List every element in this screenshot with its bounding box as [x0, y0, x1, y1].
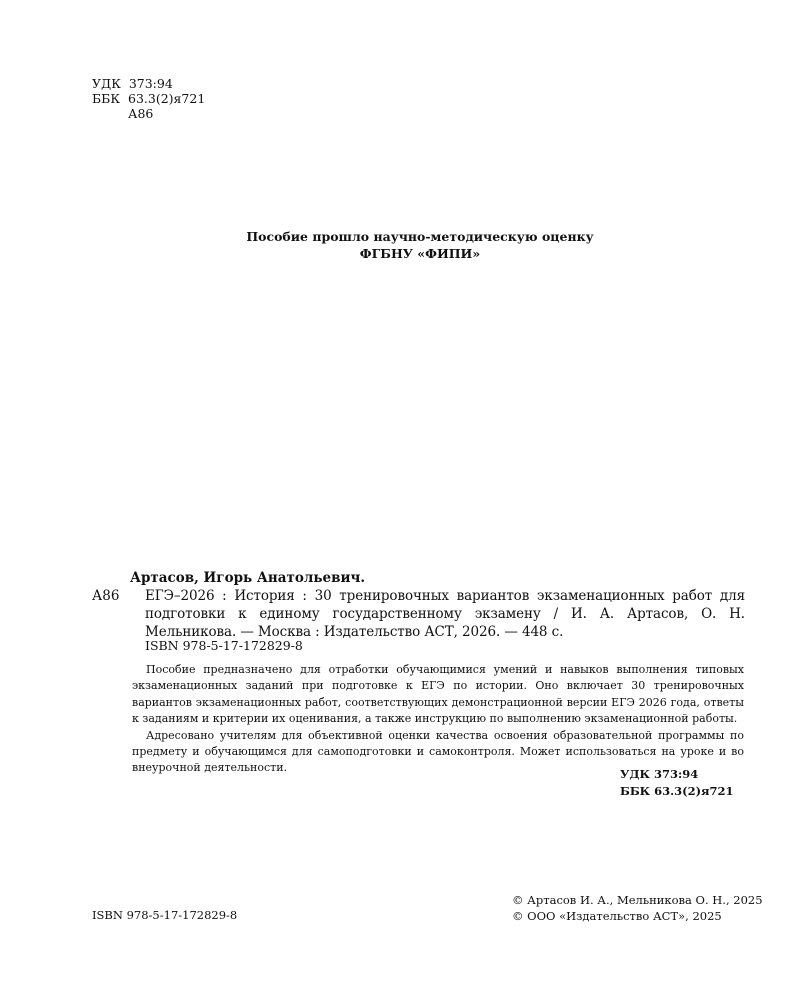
footer-isbn: ISBN 978-5-17-172829-8 [92, 908, 238, 922]
bbk-code: ББК 63.3(2)я721 [92, 91, 206, 106]
copyright-publisher: © ООО «Издательство АСТ», 2025 [512, 909, 722, 923]
bibliographic-author: Артасов, Игорь Анатольевич. [130, 570, 366, 586]
review-notice [0, 228, 800, 262]
bibliographic-isbn: ISBN 978-5-17-172829-8 [145, 638, 303, 653]
classification-block-bottom [620, 766, 742, 800]
udk-code: УДК 373:94 [620, 767, 699, 781]
copyright-authors: © Артасов И. А., Мельникова О. Н., 2025 [512, 893, 763, 907]
copyright-block [512, 892, 763, 924]
author-mark: А86 [128, 106, 154, 121]
review-notice-organization: ФГБНУ «ФИПИ» [359, 246, 481, 261]
annotation-paragraph: Пособие предназначено для отработки обучающимися умений и навыков выполнения типовых экзаменационных заданий при подготовке к ЕГЭ по истории. Оно включает 30 тренировочных вариантов экзаменационных работ, соответствующих демонстрационной версии ЕГЭ 2026 года, ответы к заданиям и критерии их оценивания, а также инструкцию по выполнению экзаменационной работы. [132, 663, 744, 726]
annotation [132, 662, 744, 777]
bibliographic-author-mark: А86 [92, 588, 120, 604]
udk-code: УДК 373:94 [92, 76, 173, 91]
bibliographic-description: ЕГЭ–2026 : История : 30 тренировочных вариантов экзаменационных работ для подготовки к единому государственному экзамену / И. А. Артасов, О. Н. Мельникова. — Москва : Издательство АСТ, 2026. — 448 с. [145, 588, 745, 640]
annotation-paragraph: Адресовано учителям для объективной оценки качества освоения образовательной программы по предмету и обучающимся для самоподготовки и самоконтроля. Может использоваться на уроке и во внеурочной деятельности. [132, 728, 744, 775]
bbk-code: ББК 63.3(2)я721 [620, 784, 734, 798]
review-notice-line: Пособие прошло научно-методическую оценку [246, 229, 594, 244]
classification-block-top [92, 76, 205, 121]
